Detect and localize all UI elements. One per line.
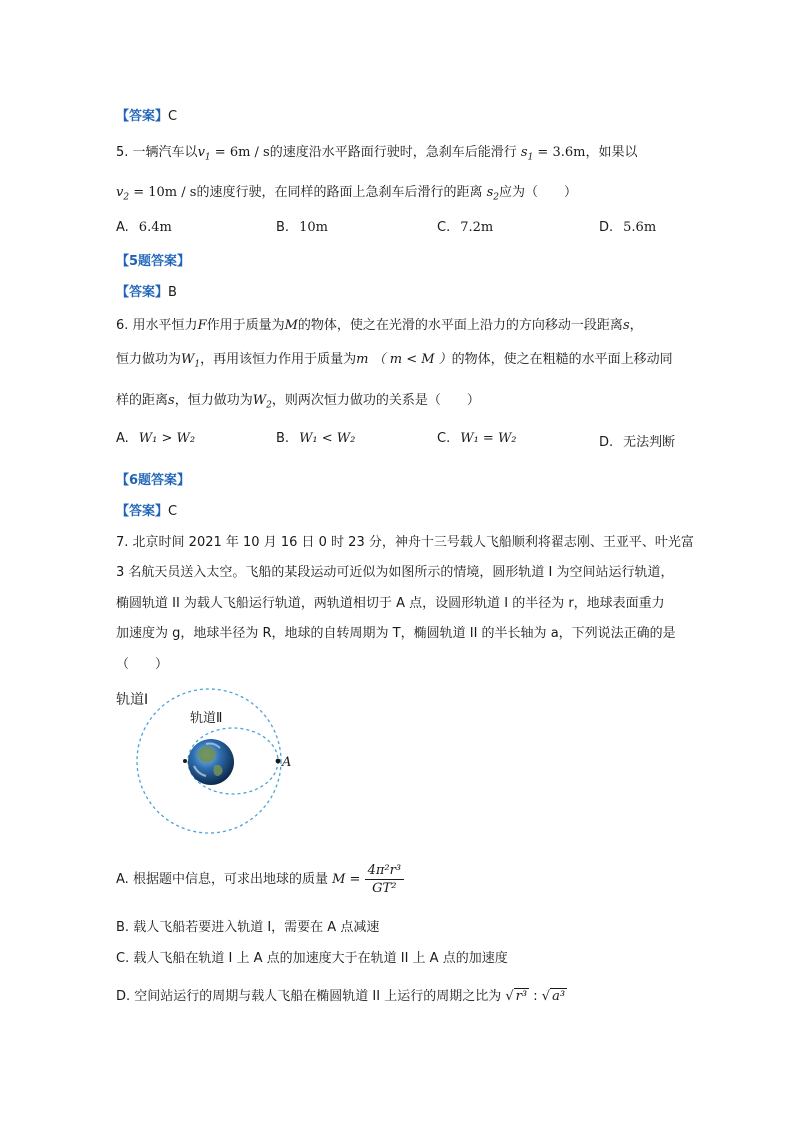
distance-symbol: s	[622, 318, 630, 333]
q7-line2: 3 名航天员送入太空。飞船的某段运动可近似为如图所示的情境，圆形轨道 I 为空间站运行轨道，	[116, 565, 674, 580]
option-text: 6.4m	[138, 220, 172, 235]
v2-symbol	[116, 185, 130, 203]
perigee-point	[183, 759, 187, 763]
mass-formula-fraction	[365, 863, 404, 896]
fraction-denominator: GT²	[372, 881, 397, 896]
mass-condition: （ m < M ）	[372, 352, 452, 367]
option-text: 7.2m	[460, 220, 494, 235]
q6-option-c[interactable]	[437, 431, 517, 446]
v1-value: = 6m / s	[210, 145, 270, 160]
q5-text: 应为（ ）	[499, 185, 578, 200]
q5-line2	[116, 181, 577, 203]
q6-section-tag: 【6题答案】	[116, 473, 191, 488]
q7-text: 北京时间 2021 年 10 月 16 日 0 时 23 分，神舟十三号载人飞船顺利将翟志刚、王亚平、叶光富	[132, 535, 694, 550]
s1-sub: 1	[527, 152, 534, 163]
option-label: B.	[276, 220, 290, 235]
q7-line5: （ ）	[116, 657, 169, 672]
q4-answer: C	[168, 109, 178, 124]
point-A-label: A	[282, 755, 292, 770]
option-text: 10m	[299, 220, 328, 235]
option-label: A.	[116, 872, 129, 887]
q6-line2	[116, 348, 673, 370]
point-A	[276, 759, 281, 764]
q6-line3	[116, 389, 480, 411]
option-text: 载人飞船在轨道 I 上 A 点的加速度大于在轨道 II 上 A 点的加速度	[133, 951, 508, 966]
W2-base: W	[252, 393, 267, 408]
mass-m-symbol: m	[356, 352, 369, 367]
q6-number: 6.	[116, 318, 129, 333]
option-text: 空间站运行的周期与载人飞船在椭圆轨道 II 上运行的周期之比为	[134, 989, 502, 1004]
s1-symbol	[520, 145, 534, 163]
q6-text: ，再用该恒力作用于质量为	[200, 352, 357, 367]
v2-sub: 2	[123, 192, 130, 203]
earth-icon	[188, 739, 234, 785]
q5-text: 的速度行驶，在同样的路面上急刹车后滑行的距离	[196, 185, 483, 200]
q6-option-b[interactable]	[276, 431, 355, 446]
orbit1-label: 轨道Ⅰ	[116, 692, 149, 708]
q7-line4: 加速度为 g，地球半径为 R，地球的自转周期为 T，椭圆轨道 II 的半长轴为 a，下列说法正确的是	[116, 626, 676, 641]
s2-sub: 2	[493, 192, 499, 203]
option-label: A.	[116, 431, 129, 446]
q5-answer-line	[116, 281, 177, 300]
W2-symbol	[252, 393, 272, 411]
q7-option-b[interactable]	[116, 916, 379, 935]
q5-option-d[interactable]	[599, 220, 656, 235]
answer-tag: 【答案】	[116, 109, 169, 124]
q7-option-c[interactable]	[116, 947, 508, 966]
W1-base: W	[181, 352, 195, 367]
v1-sub: 1	[204, 152, 211, 163]
q6-option-d[interactable]	[599, 431, 675, 450]
q6-text: ，则两次恒力做功的关系是（ ）	[271, 393, 480, 408]
sqrt-a3: √ a³	[541, 989, 566, 1004]
option-text: 无法判断	[623, 435, 676, 450]
option-text: 载人飞船若要进入轨道 I，需要在 A 点减速	[133, 920, 380, 935]
option-label: D.	[116, 989, 131, 1004]
q5-section-tag: 【5题答案】	[116, 254, 191, 269]
fraction-numerator: 4π²r³	[365, 863, 404, 880]
q6-text: 作用于质量为	[206, 318, 285, 333]
q5-text: 的速度沿水平路面行驶时，急刹车后能滑行	[269, 145, 517, 160]
q5-line1	[116, 141, 637, 163]
option-text: 根据题中信息，可求出地球的质量	[132, 872, 328, 887]
q6-text: 的物体，使之在光滑的水平面上沿力的方向移动一段距离	[297, 318, 623, 333]
mass-formula-lhs: M =	[332, 872, 361, 887]
q6-answer: C	[168, 504, 178, 519]
q5-text: ，如果以	[585, 145, 638, 160]
option-label: C.	[437, 431, 451, 446]
option-label: B.	[276, 431, 290, 446]
sqrt-r3: √ r³	[505, 989, 528, 1004]
q6-text: 样的距离	[116, 393, 169, 408]
radicand-r3: r³	[515, 989, 528, 1004]
option-label: B.	[116, 920, 130, 935]
q5-text: 一辆汽车以	[132, 145, 198, 160]
v2-value: = 10m / s	[129, 185, 197, 200]
answer-tag: 【答案】	[116, 285, 169, 300]
answer-tag: 【答案】	[116, 504, 169, 519]
q5-option-a[interactable]	[116, 220, 172, 235]
force-symbol: F	[197, 318, 207, 333]
orbit2-label: 轨道Ⅱ	[190, 711, 223, 726]
v1-base: v	[197, 145, 205, 160]
q6-text: 用水平恒力	[132, 318, 198, 333]
q7-line1	[116, 531, 694, 550]
s2-base: s	[486, 185, 494, 200]
mass-M-symbol: M	[284, 318, 298, 333]
orbit-figure	[110, 680, 310, 840]
option-label: A.	[116, 220, 129, 235]
q5-answer: B	[168, 285, 177, 300]
q7-option-d[interactable]	[116, 985, 567, 1004]
q6-text: ，恒力做功为	[174, 393, 253, 408]
v2-base: v	[116, 185, 124, 200]
option-label: D.	[599, 435, 614, 450]
option-text: 5.6m	[623, 220, 657, 235]
s1-value: = 3.6m	[533, 145, 586, 160]
q6-answer-line	[116, 500, 177, 519]
q7-number: 7.	[116, 535, 129, 550]
radicand-a3: a³	[552, 989, 566, 1004]
q7-option-a[interactable]	[116, 863, 404, 896]
option-text: W₁ > W₂	[138, 431, 196, 446]
option-text: W₁ = W₂	[460, 431, 517, 446]
q6-text: 恒力做功为	[116, 352, 182, 367]
q5-option-c[interactable]	[437, 220, 493, 235]
W2-sub: 2	[266, 400, 272, 411]
W1-sub: 1	[194, 359, 201, 370]
s2-symbol	[486, 185, 499, 203]
q5-number: 5.	[116, 145, 129, 160]
s1-base: s	[520, 145, 528, 160]
v1-symbol	[197, 145, 211, 163]
ratio-separator: :	[529, 989, 542, 1004]
q6-text: ，	[629, 318, 643, 333]
distance-symbol: s	[168, 393, 175, 408]
q5-option-b[interactable]	[276, 220, 328, 235]
option-label: C.	[437, 220, 451, 235]
q7-line3: 椭圆轨道 II 为载人飞船运行轨道，两轨道相切于 A 点，设圆形轨道 I 的半径为 r，地球表面重力	[116, 596, 665, 611]
W1-symbol	[181, 352, 201, 370]
option-text: W₁ < W₂	[299, 431, 356, 446]
q6-text: 的物体，使之在粗糙的水平面上移动同	[451, 352, 673, 367]
option-label: D.	[599, 220, 614, 235]
option-label: C.	[116, 951, 130, 966]
q6-line1	[116, 314, 643, 333]
q6-option-a[interactable]	[116, 431, 195, 446]
q4-answer-line	[116, 105, 177, 124]
